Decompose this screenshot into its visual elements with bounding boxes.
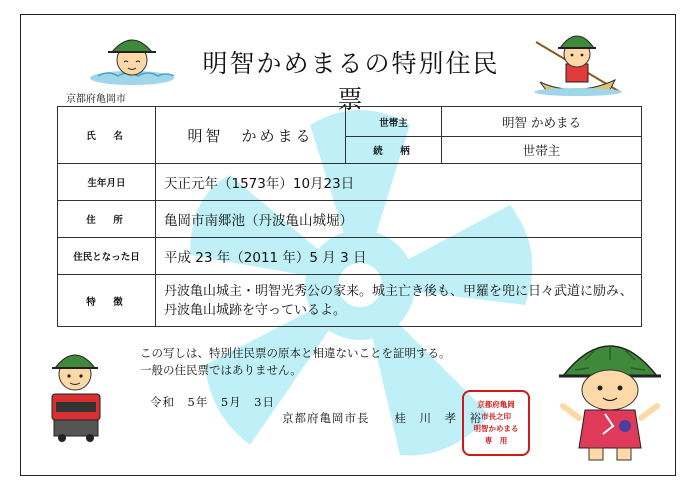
certification-line-2: 一般の住民票ではありません。 xyxy=(140,363,302,377)
certification-text xyxy=(140,345,451,379)
feature-line-1: 丹波亀山城主・明智光秀公の家来。城主亡き後も、甲羅を兜に日々武道に励み、 xyxy=(164,283,633,299)
feature-line-2: 丹波亀山城跡を守っているよ。 xyxy=(164,302,347,318)
resident-since-label: 住民となった日 xyxy=(58,238,156,275)
turtle-swimming-character-icon xyxy=(88,30,176,86)
city-name-small: 京都府亀岡市 xyxy=(66,94,126,105)
mayor-signature: 京都府亀岡市長 桂 川 孝 裕 xyxy=(282,411,482,425)
seal-line-2: 市長之印 xyxy=(481,412,511,421)
name-label: 氏 名 xyxy=(58,107,156,164)
name-value: 明智 かめまる xyxy=(156,107,346,164)
resident-since-value: 平成 23 年（2011 年）5 月 3 日 xyxy=(156,238,642,275)
feature-label: 特 徴 xyxy=(58,275,156,327)
resident-info-table xyxy=(57,106,642,327)
document-title: 明智かめまるの特別住民票 xyxy=(202,49,500,114)
turtle-mascot-character-icon xyxy=(555,330,665,465)
address-value: 亀岡市南郷池（丹波亀山城堀） xyxy=(156,201,642,238)
turtle-rowing-boat-character-icon xyxy=(530,26,625,98)
seal-line-4: 専 用 xyxy=(484,436,508,445)
relation-label: 続 柄 xyxy=(346,137,442,164)
householder-value: 明智 かめまる xyxy=(442,107,642,137)
address-label: 住 所 xyxy=(58,201,156,238)
relation-value: 世帯主 xyxy=(442,137,642,164)
feature-value xyxy=(156,275,642,327)
birth-date-value: 天正元年（1573年）10月23日 xyxy=(156,164,642,201)
issue-date: 令和 5年 5月 3日 xyxy=(150,395,275,409)
householder-label: 世帯主 xyxy=(346,107,442,137)
turtle-with-drum-character-icon xyxy=(42,348,112,443)
birth-date-label: 生年月日 xyxy=(58,164,156,201)
seal-line-1: 京都府亀岡 xyxy=(477,400,515,409)
official-seal-stamp xyxy=(462,390,530,456)
certification-line-1: この写しは、特別住民票の原本と相違ないことを証明する。 xyxy=(140,346,451,360)
seal-line-3: 明智かめまる xyxy=(473,424,519,433)
